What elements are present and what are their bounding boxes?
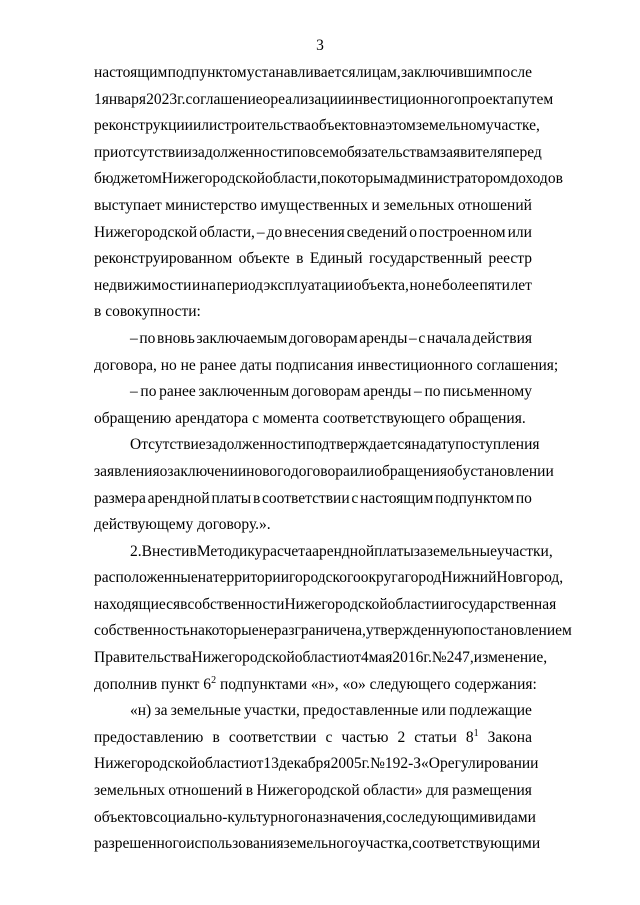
word: в [189,542,197,560]
word: 2005 [330,755,362,773]
word: и [371,196,380,214]
document-body [94,60,572,858]
word: участка, [357,835,412,853]
text-line [94,113,540,140]
word: Единый [309,250,363,268]
text-line [94,645,548,672]
word: 2. [130,542,142,560]
word: декабря [278,755,331,773]
text-line [94,512,532,539]
word: после [494,64,532,81]
word: Нижегородской [94,223,198,241]
text-line [94,353,559,380]
word: земельные [426,542,497,560]
word: соответствии [262,489,350,507]
word: от [249,755,264,773]
word: пяти [479,276,510,294]
word: и [191,276,201,294]
word: договора [290,462,350,480]
word: заключении [167,462,247,480]
word: 247, [446,649,474,667]
word: по [292,143,309,161]
word: размещения [452,782,532,800]
word: г. [177,90,186,108]
word: назначения, [307,808,386,826]
word: участки, [244,702,300,720]
word: заявителя [440,143,505,161]
word: утвержденную [365,622,464,640]
word: дополнив пункт $6^2$ подпунктами «н», «о» следующего содержания: [94,674,537,693]
word: сведений [346,223,408,241]
word: на [189,622,205,640]
word: которые [204,622,259,640]
word: государственная [447,595,557,613]
word: Внести [141,542,190,560]
word: внесения [284,223,345,241]
word: которым [336,170,394,188]
word: более [441,276,479,294]
word: г. [361,755,371,773]
word: г. [423,649,432,667]
word: области [387,595,440,613]
word: по [140,383,157,401]
word: на [370,117,386,135]
word: выступает [94,196,162,214]
word: или [192,117,218,135]
text-line [94,618,572,645]
word: аренды [363,383,412,401]
text-line [94,140,542,167]
text-line [94,539,553,566]
word: 192-З [384,755,422,773]
word: договорам [288,329,358,347]
page-number: 3 [316,37,324,54]
word: аренды [359,329,408,347]
word: разграничена, [273,622,366,640]
word: 2 [397,728,406,746]
word: объекте [238,250,290,268]
word: округа [360,569,405,587]
word: обязательствам [339,143,440,161]
word: на [197,569,213,587]
word: изменение, [473,649,548,667]
word: территории [212,569,290,587]
word: в [245,782,254,800]
word: Нижегородской [256,782,360,800]
word: в [180,595,188,613]
word: начала [426,329,471,347]
word: с [418,329,426,347]
word: поступления [455,436,540,454]
text-line [94,432,540,459]
word: – [130,329,138,347]
word: области, [265,170,321,188]
word: недвижимости [94,276,192,294]
word: вновь [157,329,195,347]
word: платы [374,542,414,560]
text-line [94,459,554,486]
word: № [431,649,447,667]
word: министерство [165,196,257,214]
word: находящиеся [94,595,181,613]
word: проекта [461,90,514,108]
word: реестр [488,250,532,268]
word: администратором [393,170,511,188]
word: действующему договору.». [94,516,271,534]
word: видами [487,808,536,826]
word: расположенные [94,569,198,587]
word: задолженности [205,436,306,454]
word: разрешенного [94,835,187,853]
word: при [94,143,119,161]
word: действия [472,329,532,347]
word: о [262,90,271,108]
text-line [94,565,564,592]
word: нового [246,462,291,480]
word: со [385,808,401,826]
word: Нижегородской [191,649,295,667]
word: установлении [462,462,554,480]
word: заключаемым [196,329,288,347]
text-line [94,486,532,513]
text-line [94,751,539,778]
word: Закона [487,728,532,746]
word: до [266,223,283,241]
word: путем [513,90,554,108]
text-line [94,725,532,752]
word: реализации [270,90,347,108]
word: соглашение [185,90,263,108]
word: участке, [485,117,540,135]
word: этом [385,117,416,135]
word: за [413,542,427,560]
word: построенном [418,223,506,241]
text-line [94,326,532,353]
word: соответствии [228,728,317,746]
word: инвестиционного [346,90,462,108]
word: – [414,383,422,401]
word: всем [308,143,340,161]
word: Нижний [441,569,497,587]
word: размера [94,489,146,507]
word: отсутствии [118,143,192,161]
word: статьи [414,728,457,746]
word: от [346,649,361,667]
word: строительства [217,117,312,135]
word: с [325,728,333,746]
word: постановлением [463,622,572,640]
word: задолженности [191,143,293,161]
word: и [439,595,448,613]
word: или [421,702,446,720]
word: расчета [262,542,313,560]
word: «н) [130,702,152,720]
word: соответствующими [412,835,541,853]
word: мая [368,649,393,667]
word: 4 [360,649,369,667]
word: устанавливается [246,64,356,81]
word: городского [289,569,361,587]
word: в [296,250,304,268]
word: дату [426,436,456,454]
word: для [426,782,449,800]
word: Правительства [94,649,192,667]
word: эксплуатации [263,276,354,294]
word: отношений [168,782,243,800]
word: не [258,622,274,640]
word: земельных [383,196,455,214]
word: лет [510,276,532,294]
text-line [94,698,532,725]
text-line [94,60,532,87]
text-line [94,778,532,805]
word: 1 [94,90,102,108]
word: или [349,462,375,480]
word: – [130,383,138,401]
word: платы [211,489,252,507]
word: арендной [312,542,375,560]
word: следующими [400,808,488,826]
word: области [197,755,250,773]
word: участки, [496,542,553,560]
word: регулировании [440,755,539,773]
word: Методику [196,542,263,560]
word: объектов [311,117,371,135]
word: бюджетом [94,170,162,188]
word: арендной [147,489,210,507]
word: но [409,276,426,294]
text-line [94,592,557,619]
word: Отсутствие [130,436,206,454]
word: договора, но не ранее даты подписания инвестиционного соглашения; [94,356,559,374]
word: заключившим [401,64,494,81]
word: заявления [94,462,160,480]
word: – [409,329,417,347]
word: государственный [368,250,483,268]
word: области [294,649,347,667]
word: о [159,462,168,480]
word: за [154,702,168,720]
word: земельного [283,835,358,853]
word: области, [199,223,255,241]
word: подтверждается [305,436,412,454]
word: письменному [443,383,532,401]
text-line [94,299,532,326]
text-line [94,246,532,273]
word: области» [363,782,423,800]
word: объекта, [353,276,409,294]
word: предоставленные [303,702,419,720]
superscript: 2 [211,674,217,686]
word: с [351,489,359,507]
word: Нижегородской [94,755,198,773]
word: в [212,728,220,746]
word: настоящим [360,489,434,507]
word: собственность [94,622,190,640]
word: $8^1$ [465,727,479,746]
text-line [94,379,532,406]
word: по [515,489,532,507]
word: перед [504,143,542,161]
word: договорам [291,383,361,401]
word: заключенным [198,383,290,401]
word: обращения [374,462,447,480]
word: Нижегородской [284,595,388,613]
word: № [370,755,385,773]
word: об [447,462,463,480]
word: использования [186,835,284,853]
text-line [94,87,554,114]
word: реконструированном [94,250,233,268]
word: 13 [263,755,279,773]
word: подлежащие [449,702,532,720]
superscript: 1 [473,727,479,739]
word: собственности [187,595,285,613]
word: обращению арендатора с момента соответствующего обращения. [94,409,526,427]
word: ранее [159,383,196,401]
word: настоящим [94,64,168,81]
word: по [320,170,337,188]
word: реконструкции [94,117,193,135]
word: отношений [457,196,532,214]
text-line [94,831,541,858]
word: о [409,223,417,241]
word: частью [341,728,389,746]
text-line [94,406,532,433]
word: по [424,383,441,401]
word: социально-культурного [153,808,308,826]
text-line [94,193,532,220]
word: предоставлению [94,728,204,746]
word: имущественных [260,196,368,214]
word: или [507,223,532,241]
text-line [94,273,532,300]
word: в [252,489,261,507]
word: 2023 [146,90,178,108]
word: 2016 [392,649,424,667]
word: на [200,276,217,294]
word: земельные [170,702,241,720]
word: земельных [94,782,165,800]
word: объектов [94,808,154,826]
word: Новгород, [496,569,564,587]
text-line [94,672,537,699]
word: город [404,569,442,587]
word: Нижегородской [161,170,265,188]
text-line [94,166,563,193]
word: января [101,90,147,108]
word: доходов [510,170,563,188]
word: лицам, [355,64,401,81]
word: по [139,329,156,347]
text-line [94,805,536,832]
word: период [216,276,264,294]
word: в совокупности: [94,303,201,321]
word: – [256,223,265,241]
text-line [94,220,532,247]
word: земельном [415,117,486,135]
word: на [411,436,427,454]
word: подпунктом [435,489,515,507]
word: «О [421,755,440,773]
word: не [426,276,442,294]
word: подпунктом [167,64,247,81]
